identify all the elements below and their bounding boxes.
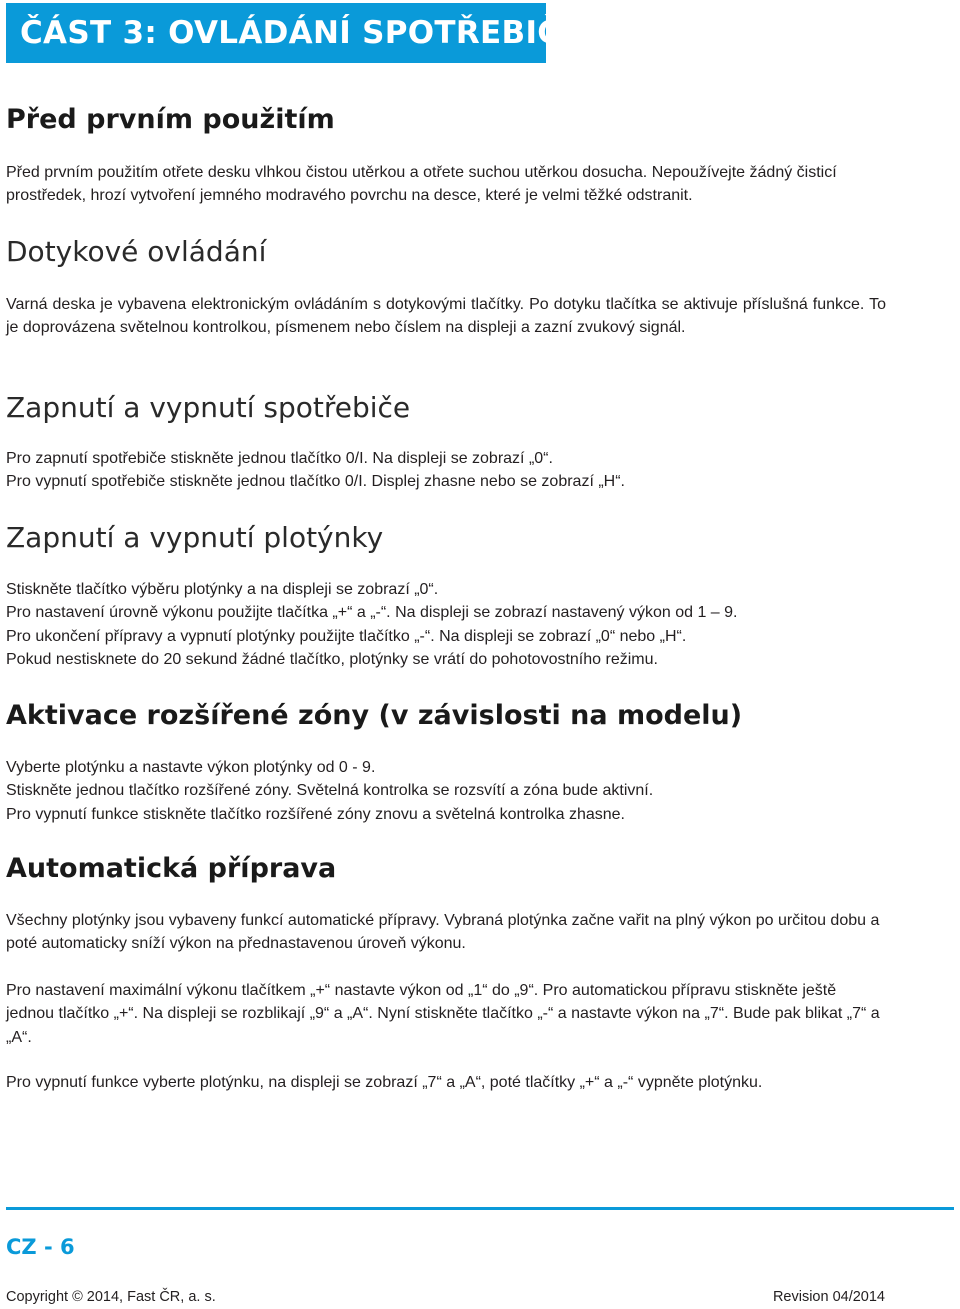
text-line: Stiskněte jednou tlačítko rozšířené zóny. Světelná kontrolka se rozsvítí a zóna bude aktivní.	[6, 782, 654, 800]
section-body-before-first-use	[6, 161, 886, 208]
chapter-title: ČÁST 3: OVLÁDÁNÍ SPOTŘEBIČE	[20, 15, 582, 51]
text-line: Stiskněte tlačítko výběru plotýnky a na displeji se zobrazí „0“.	[6, 581, 439, 598]
section-body-auto-cooking-3	[6, 1071, 886, 1094]
page-number: CZ - 6	[6, 1235, 75, 1259]
section-heading-auto-cooking: Automatická příprava	[6, 853, 337, 884]
footer-divider	[6, 1207, 954, 1210]
paragraph: Před prvním použitím otřete desku vlhkou čistou utěrkou a otřete suchou utěrkou dosucha. Nepoužívejte žádný čisticí prostředek, hrozí vytvoření jemného modravého povrchu na desce, které je velmi těžké odstranit.	[6, 164, 837, 205]
paragraph: Pro vypnutí funkce vyberte plotýnku, na displeji se zobrazí „7“ a „A“, poté tlačítky „+“ a „-“ vypněte plotýnku.	[6, 1074, 763, 1091]
text-line: Pro vypnutí spotřebiče stiskněte jednou tlačítko 0/I. Displej zhasne nebo se zobrazí „H“.	[6, 473, 625, 491]
revision-info	[773, 1289, 885, 1305]
text-line: Pro zapnutí spotřebiče stiskněte jednou tlačítko 0/I. Na displeji se zobrazí „0“.	[6, 450, 553, 467]
section-body-appliance-on-off	[6, 447, 886, 494]
copyright-notice: Copyright © 2014, Fast ČR, a. s.	[6, 1289, 216, 1305]
section-heading-appliance-on-off: Zapnutí a vypnutí spotřebiče	[6, 391, 411, 424]
text-line: Vyberte plotýnku a nastavte výkon plotýnky od 0 - 9.	[6, 759, 376, 776]
paragraph: Varná deska je vybavena elektronickým ovládáním s dotykovými tlačítky. Po dotyku tlačítka se aktivuje příslušná funkce. To je doprovázena světelnou kontrolkou, písmenem nebo číslem na displeji a zazní zvukový signál.	[6, 296, 886, 337]
section-heading-touch-control: Dotykové ovládání	[6, 235, 267, 268]
section-body-hotplate-on-off	[6, 578, 886, 671]
chapter-title-banner	[6, 3, 582, 63]
text-line: Pro nastavení úrovně výkonu použijte tlačítka „+“ a „-“. Na displeji se zobrazí nastavený výkon od 1 – 9.	[6, 604, 738, 622]
revision-label: Revision	[772, 1289, 829, 1305]
text-line: Pokud nestisknete do 20 sekund žádné tlačítko, plotýnky se vrátí do pohotovostního režimu.	[6, 650, 658, 668]
text-line: Pro vypnutí funkce stiskněte tlačítko rozšířené zóny znovu a světelná kontrolka zhasne.	[6, 805, 625, 823]
text-line: Pro ukončení přípravy a vypnutí plotýnky použijte tlačítko „-“. Na displeji se zobrazí „0“ nebo „H“.	[6, 627, 687, 645]
section-heading-extended-zone: Aktivace rozšířené zóny (v závislosti na modelu)	[6, 700, 743, 731]
revision-date: 04/2014	[832, 1289, 885, 1305]
section-heading-hotplate-on-off: Zapnutí a vypnutí plotýnky	[6, 521, 384, 554]
section-body-extended-zone	[6, 756, 886, 826]
section-body-auto-cooking	[6, 909, 886, 956]
section-heading-before-first-use: Před prvním použitím	[6, 104, 335, 135]
section-body-auto-cooking-2	[6, 979, 886, 1049]
paragraph: Pro nastavení maximální výkonu tlačítkem „+“ nastavte výkon od „1“ do „9“. Pro automatickou přípravu stiskněte ještě jednou tlačítko „+“. Na displeji se rozblikají „9“ a „A“. Nyní stiskněte tlačítko „-“ a nastavte výkon na „7“. Bude pak blikat „7“ a „A“.	[6, 982, 880, 1046]
section-body-touch-control	[6, 293, 886, 340]
paragraph: Všechny plotýnky jsou vybaveny funkcí automatické přípravy. Vybraná plotýnka začne vařit na plný výkon po určitou dobu a poté automaticky sníží výkon na přednastavenou úroveň výkonu.	[6, 912, 880, 953]
